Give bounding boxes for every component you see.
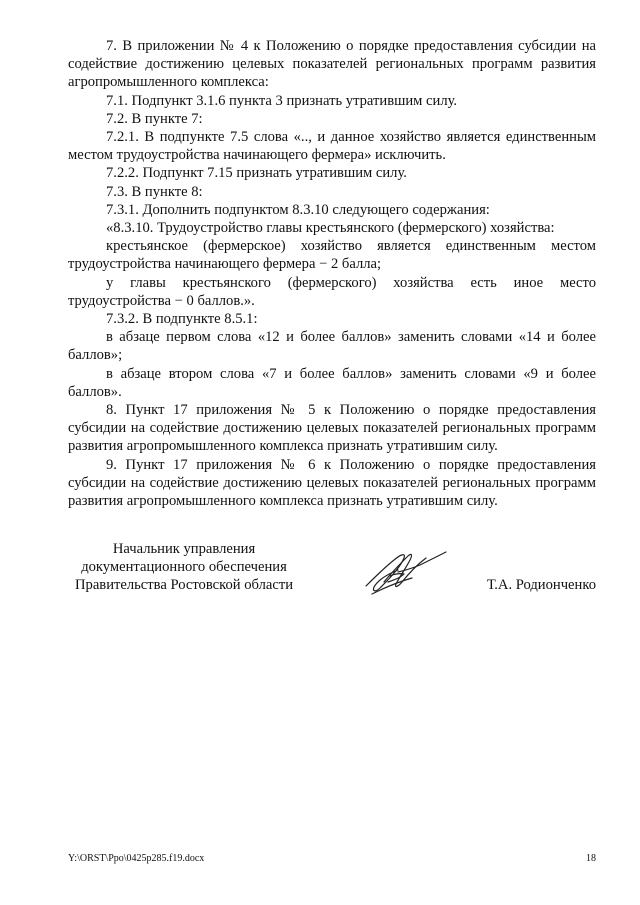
- paragraph-7-3: 7.3. В пункте 8:: [106, 183, 203, 200]
- paragraph-second-abzac: в абзаце втором слова «7 и более баллов» заменить словами «9 и более баллов».: [68, 365, 596, 400]
- position-line: Начальник управления: [112, 541, 256, 557]
- paragraph-8-3-10: «8.3.10. Трудоустройство главы крестьянского (фермерского) хозяйства:: [106, 220, 555, 237]
- signatory-name: Т.А. Родионченко: [486, 577, 596, 593]
- document-body: [68, 37, 596, 510]
- handwritten-signature: [354, 542, 454, 602]
- signature-block: [68, 540, 596, 600]
- footer-file-path: Y:\ORST\Ppo\0425p285.f19.docx: [68, 853, 205, 864]
- position-line: документационного обеспечения: [81, 559, 287, 576]
- paragraph-7: 7. В приложении № 4 к Положению о порядке предоставления субсидии на содействие достижению целевых показателей региональных программ развития агропромышленного комплекса:: [68, 38, 596, 91]
- paragraph-7-2-2: 7.2.2. Подпункт 7.15 признать утратившим силу.: [106, 165, 407, 182]
- paragraph-7-2-1: 7.2.1. В подпункте 7.5 слова «.., и данное хозяйство является единственным местом трудоустройства начинающего фермера» исключить.: [68, 129, 596, 164]
- paragraph-7-1: 7.1. Подпункт 3.1.6 пункта 3 признать утратившим силу.: [106, 92, 458, 109]
- position-line: Правительства Ростовской области: [74, 577, 294, 594]
- paragraph-first-abzac: в абзаце первом слова «12 и более баллов» заменить словами «14 и более баллов»;: [68, 329, 596, 364]
- paragraph-score-0: у главы крестьянского (фермерского) хозяйства есть иное место трудоустройства − 0 баллов.».: [68, 274, 596, 309]
- page-number: 18: [586, 853, 596, 864]
- paragraph-9: 9. Пункт 17 приложения № 6 к Положению о порядке предоставления субсидии на содействие достижению целевых показателей региональных программ развития агропромышленного комплекса признать утратившим силу.: [68, 456, 596, 510]
- signatory-position: [68, 540, 300, 595]
- paragraph-7-3-2: 7.3.2. В подпункте 8.5.1:: [106, 311, 258, 328]
- paragraph-8: 8. Пункт 17 приложения № 5 к Положению о порядке предоставления субсидии на содействие достижению целевых показателей региональных программ развития агропромышленного комплекса признать утратившим силу.: [68, 402, 596, 455]
- paragraph-7-2: 7.2. В пункте 7:: [106, 110, 203, 127]
- paragraph-score-2: крестьянское (фермерское) хозяйство является единственным местом трудоустройства начинающего фермера − 2 балла;: [68, 238, 596, 273]
- paragraph-7-3-1: 7.3.1. Дополнить подпунктом 8.3.10 следующего содержания:: [106, 201, 490, 218]
